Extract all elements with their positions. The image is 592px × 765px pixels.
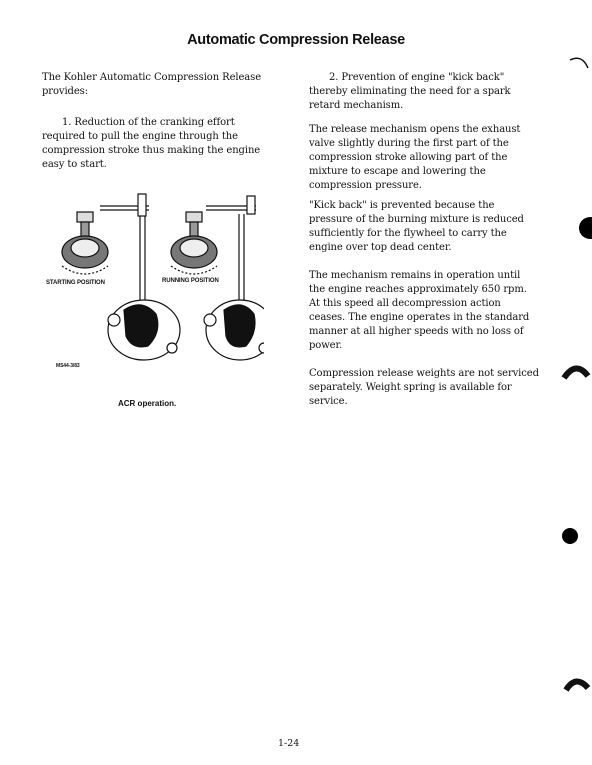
benefit-1-text: 1. Reduction of the cranking effort required to pull the engine through the compression stroke thus making the engine easy to start.	[42, 117, 261, 170]
benefit-2-paragraph	[309, 71, 539, 113]
page-title: Automatic Compression Release	[187, 32, 405, 48]
benefit-2-text: 2. Prevention of engine "kick back" thereby eliminating the need for a spark retard mechanism.	[309, 72, 511, 111]
kick-back-paragraph: "Kick back" is prevented because the pressure of the burning mixture is reduced sufficiently for the flywheel to carry the engine over top dead center.	[309, 200, 524, 253]
benefit-1-paragraph	[42, 116, 272, 172]
running-position-label: RUNNING POSITION	[162, 278, 219, 284]
intro-paragraph: The Kohler Automatic Compression Release provides:	[42, 72, 262, 97]
figure-id: MS44-3/83	[56, 363, 80, 369]
page-number: 1-24	[278, 738, 300, 749]
operation-speed-paragraph: The mechanism remains in operation until the engine reaches approximately 650 rpm. At this speed all decompression action ceases. The engine operates in the standard manner at all higher speeds with no loss of power.	[309, 270, 530, 351]
service-paragraph: Compression release weights are not serviced separately. Weight spring is available for service.	[309, 368, 539, 407]
figure-caption: ACR operation.	[118, 399, 177, 408]
acr-figure	[44, 190, 264, 375]
starting-position-label: STARTING POSITION	[46, 280, 105, 286]
binder-edge-marks	[556, 48, 592, 748]
mechanism-paragraph: The release mechanism opens the exhaust valve slightly during the first part of the compression stroke allowing part of the mixture to escape and lowering the compression pressure.	[309, 124, 521, 191]
